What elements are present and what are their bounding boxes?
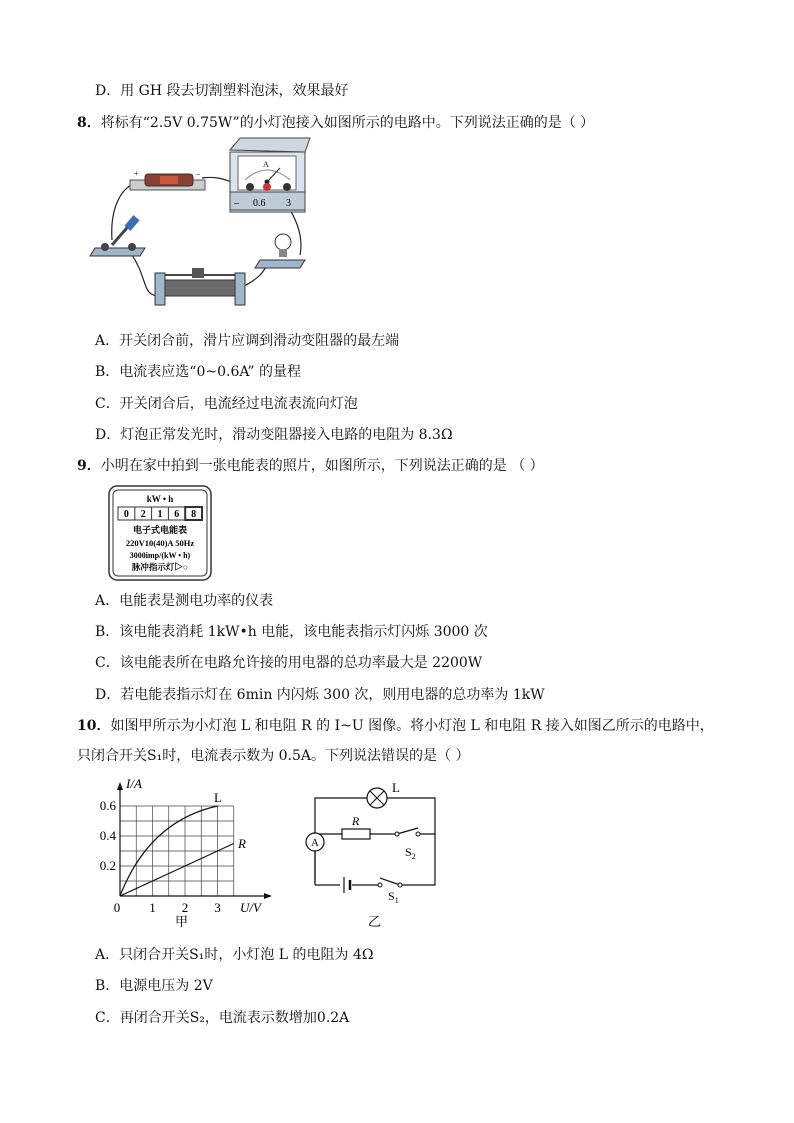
- y-tick-label: 0.4: [99, 828, 116, 843]
- x-tick-label: 0: [113, 900, 121, 915]
- resistor-icon: [342, 829, 370, 839]
- question-number: 8．: [77, 115, 101, 131]
- meter-constant: 3000imp/(kW • h): [129, 551, 191, 560]
- battery-icon: [130, 169, 205, 190]
- ammeter-icon: [306, 833, 324, 851]
- question-9: [77, 456, 544, 476]
- y-axis-arrow: [117, 782, 123, 790]
- ammeter-icon: [230, 138, 310, 212]
- switch-s1-contact: [378, 883, 382, 887]
- graph-ticks: [100, 798, 221, 915]
- question-number: 10．: [77, 718, 111, 734]
- lamp-label: L: [392, 780, 400, 795]
- prev-option-d: D．用 GH 段去切割塑料泡沫，效果最好: [95, 83, 349, 99]
- meter-unit: kW • h: [146, 494, 174, 504]
- question-10: [77, 716, 714, 736]
- x-tick-label: 1: [149, 900, 156, 915]
- q8-option-a: A．开关闭合前，滑片应调到滑动变阻器的最左端: [95, 333, 400, 349]
- meter-indicator: 脉冲指示灯▷○: [131, 562, 189, 572]
- switch-s2-label: $S_2$: [405, 845, 416, 861]
- meter-digit: 8: [191, 509, 197, 520]
- q8-option-b: B．电流表应选“0~0.6A” 的量程: [95, 364, 302, 380]
- switch-s2-contact: [395, 832, 399, 836]
- q9-option-c: C．该电能表所在电路允许接的用电器的总功率最大是 2200W: [95, 655, 483, 671]
- battery-minus-label: –: [196, 169, 200, 178]
- battery-icon: [344, 877, 350, 893]
- meter-name: 电子式电能表: [132, 525, 188, 535]
- graph-axes: [117, 782, 272, 899]
- meter-digit: 0: [123, 509, 129, 520]
- q10-option-c: C．再闭合开关S₂，电流表示数增加0.2A: [95, 1010, 350, 1026]
- terminal-0-6: 0.6: [253, 198, 266, 209]
- bulb-icon: [255, 234, 305, 268]
- x-axis-label: U/V: [240, 900, 261, 915]
- y-axis-label: I/A: [126, 776, 142, 791]
- knife-switch-icon: [90, 215, 145, 256]
- resistor-label: R: [352, 814, 360, 828]
- rheostat-icon: [155, 268, 245, 305]
- series-label-l: L: [214, 790, 222, 805]
- figure-caption-yi: 乙: [368, 914, 382, 929]
- meter-digit: 2: [140, 509, 146, 520]
- ammeter-symbol: A: [263, 160, 269, 169]
- switch-s1-label: $S_1$: [388, 889, 399, 905]
- figure-caption-jia: 甲: [175, 914, 189, 929]
- y-tick-label: 0.2: [99, 858, 116, 873]
- q8-circuit-figure: [90, 130, 320, 320]
- terminal-minus: –: [234, 198, 239, 209]
- question-stem: 小明在家中拍到一张电能表的照片，如图所示，下列说法正确的是 （ ）: [100, 458, 544, 474]
- q9-option-a: A．电能表是测电功率的仪表: [95, 593, 274, 609]
- x-tick-label: 2: [181, 900, 189, 915]
- q8-option-d: D．灯泡正常发光时，滑动变阻器接入电路的电阻为 8.3Ω: [95, 427, 453, 443]
- x-axis-arrow: [264, 893, 272, 899]
- meter-digit: 1: [157, 509, 163, 520]
- switch-s1-contact: [398, 883, 402, 887]
- question-number: 9．: [77, 458, 101, 474]
- question-10-line2: 只闭合开关S₁时，电流表示数为 0.5A。下列说法错误的是（ ）: [77, 748, 470, 764]
- q9-option-d: D．若电能表指示灯在 6min 内闪烁 300 次，则用电器的总功率为 1kW: [95, 687, 545, 703]
- q8-option-c: C．开关闭合后，电流经过电流表流向灯泡: [95, 396, 358, 412]
- circuit-diagram: [300, 778, 450, 938]
- iu-graph: [90, 776, 280, 936]
- battery-plus-label: +: [134, 169, 139, 178]
- series-label-r: R: [238, 836, 246, 851]
- series-line-r: [120, 844, 234, 897]
- terminal-3: 3: [286, 198, 291, 209]
- y-tick-label: 0.6: [99, 798, 116, 813]
- switch-s2-contact: [416, 832, 420, 836]
- question-stem: 将标有“2.5V 0.75W”的小灯泡接入如图所示的电路中。下列说法正确的是（ ）: [100, 115, 595, 131]
- lamp-icon: [367, 788, 387, 808]
- x-tick-label: 3: [214, 900, 221, 915]
- q10-option-a: A．只闭合开关S₁时，小灯泡 L 的电阻为 4Ω: [95, 947, 374, 963]
- energy-meter-figure: [108, 485, 212, 581]
- meter-rating: 220V10(40)A 50Hz: [125, 538, 195, 548]
- meter-digit: 6: [174, 509, 180, 520]
- ammeter-label: A: [311, 837, 319, 849]
- q9-option-b: B．该电能表消耗 1kW•h 电能，该电能表指示灯闪烁 3000 次: [95, 624, 488, 640]
- question-stem-line1: 如图甲所示为小灯泡 L 和电阻 R 的 I~U 图像。将小灯泡 L 和电阻 R 接入如图乙所示的电路中，: [110, 718, 714, 734]
- q10-option-b: B．电源电压为 2V: [95, 978, 213, 994]
